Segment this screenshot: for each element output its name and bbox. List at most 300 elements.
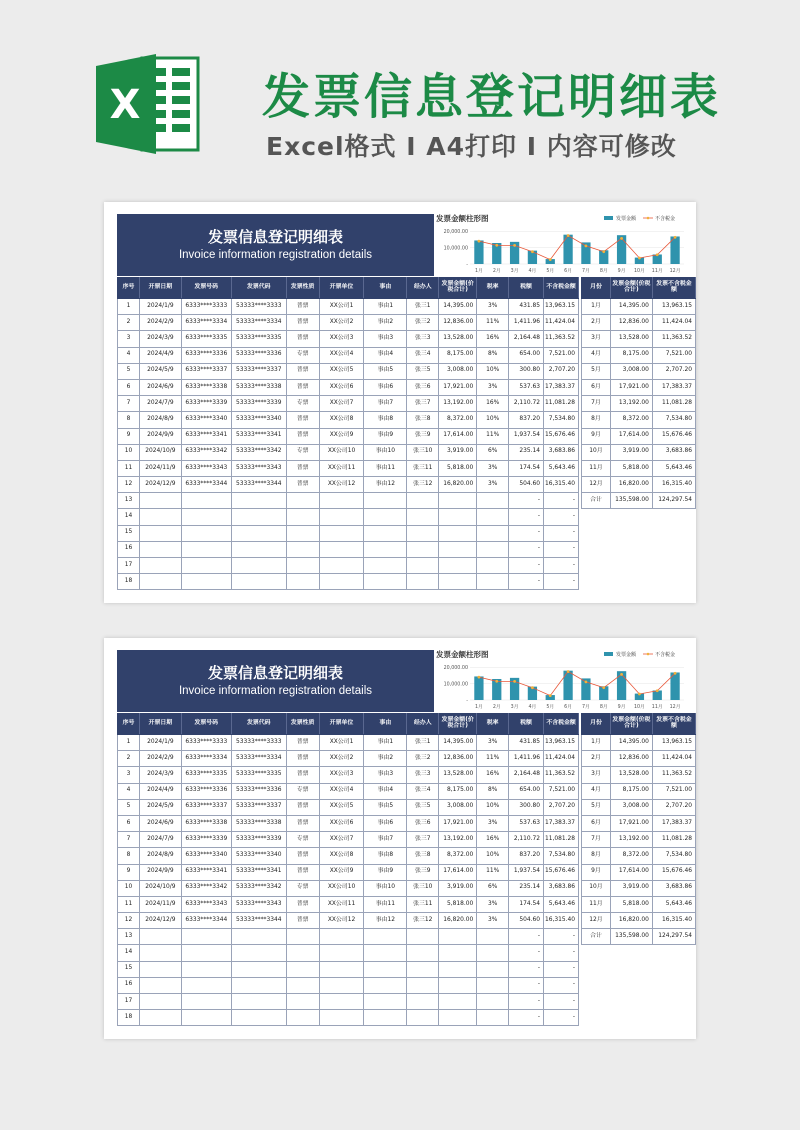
table-cell[interactable]: -: [544, 929, 579, 945]
monthly-summary-cell[interactable]: 13,528.00: [610, 331, 652, 347]
table-cell[interactable]: XX公司12: [319, 477, 364, 493]
table-cell[interactable]: 2024/3/9: [139, 767, 181, 783]
table-cell[interactable]: 17,383.37: [544, 379, 579, 395]
table-cell[interactable]: 张三12: [407, 477, 439, 493]
table-cell[interactable]: 张三3: [407, 331, 439, 347]
table-cell[interactable]: 专票: [286, 880, 319, 896]
table-cell[interactable]: -: [544, 977, 579, 993]
table-cell[interactable]: 6333****3337: [181, 799, 231, 815]
table-cell[interactable]: 4: [118, 783, 140, 799]
table-cell[interactable]: XX公司9: [319, 428, 364, 444]
table-cell[interactable]: 53333****3341: [231, 864, 286, 880]
table-cell[interactable]: 11,081.28: [544, 832, 579, 848]
table-cell[interactable]: 普票: [286, 751, 319, 767]
table-cell[interactable]: -: [509, 541, 544, 557]
table-cell[interactable]: [139, 961, 181, 977]
table-cell[interactable]: 13,963.15: [544, 735, 579, 751]
table-cell[interactable]: [286, 945, 319, 961]
table-cell[interactable]: 6333****3334: [181, 751, 231, 767]
table-cell[interactable]: 事由10: [364, 444, 407, 460]
table-cell[interactable]: [477, 961, 509, 977]
table-cell[interactable]: 53333****3334: [231, 315, 286, 331]
table-cell[interactable]: [139, 994, 181, 1010]
table-cell[interactable]: [407, 994, 439, 1010]
table-cell[interactable]: 10%: [477, 363, 509, 379]
table-cell[interactable]: [139, 929, 181, 945]
table-cell[interactable]: [364, 994, 407, 1010]
table-cell[interactable]: 6333****3341: [181, 864, 231, 880]
table-cell[interactable]: 普票: [286, 896, 319, 912]
table-cell[interactable]: [231, 541, 286, 557]
table-cell[interactable]: 1,937.54: [509, 864, 544, 880]
monthly-summary-cell[interactable]: 12月: [582, 913, 611, 929]
table-cell[interactable]: [477, 525, 509, 541]
table-cell[interactable]: 事由1: [364, 299, 407, 315]
monthly-summary-cell[interactable]: 11月: [582, 896, 611, 912]
table-cell[interactable]: 12,836.00: [439, 751, 477, 767]
table-cell[interactable]: 2024/10/9: [139, 444, 181, 460]
table-cell[interactable]: 6333****3336: [181, 347, 231, 363]
table-cell[interactable]: -: [509, 509, 544, 525]
table-cell[interactable]: 3%: [477, 815, 509, 831]
table-cell[interactable]: 8: [118, 412, 140, 428]
table-cell[interactable]: [439, 525, 477, 541]
table-cell[interactable]: 16%: [477, 767, 509, 783]
monthly-summary-cell[interactable]: 14,395.00: [610, 735, 652, 751]
monthly-summary-cell[interactable]: 16,820.00: [610, 913, 652, 929]
table-cell[interactable]: 12: [118, 477, 140, 493]
table-cell[interactable]: [286, 493, 319, 509]
table-cell[interactable]: [286, 525, 319, 541]
table-cell[interactable]: 普票: [286, 477, 319, 493]
table-cell[interactable]: 6333****3335: [181, 767, 231, 783]
monthly-summary-cell[interactable]: 11月: [582, 460, 611, 476]
table-cell[interactable]: XX公司5: [319, 363, 364, 379]
table-cell[interactable]: 3%: [477, 735, 509, 751]
monthly-summary-cell[interactable]: 11,424.04: [652, 315, 695, 331]
table-cell[interactable]: 2024/2/9: [139, 315, 181, 331]
monthly-summary-cell[interactable]: 3,008.00: [610, 363, 652, 379]
table-cell[interactable]: XX公司3: [319, 767, 364, 783]
table-cell[interactable]: 6333****3341: [181, 428, 231, 444]
monthly-summary-cell[interactable]: 5月: [582, 799, 611, 815]
table-cell[interactable]: 张三9: [407, 428, 439, 444]
table-cell[interactable]: [439, 945, 477, 961]
table-cell[interactable]: 11,424.04: [544, 751, 579, 767]
table-cell[interactable]: [439, 961, 477, 977]
table-cell[interactable]: 16: [118, 977, 140, 993]
table-cell[interactable]: 事由5: [364, 799, 407, 815]
table-cell[interactable]: [407, 929, 439, 945]
table-cell[interactable]: 普票: [286, 767, 319, 783]
table-cell[interactable]: [231, 961, 286, 977]
monthly-summary-cell[interactable]: 7月: [582, 832, 611, 848]
table-cell[interactable]: 2: [118, 751, 140, 767]
table-cell[interactable]: [477, 493, 509, 509]
table-cell[interactable]: 事由10: [364, 880, 407, 896]
monthly-summary-cell[interactable]: 9月: [582, 428, 611, 444]
table-cell[interactable]: 6333****3334: [181, 315, 231, 331]
table-cell[interactable]: [139, 525, 181, 541]
table-cell[interactable]: 3,683.86: [544, 880, 579, 896]
table-cell[interactable]: 事由8: [364, 848, 407, 864]
table-cell[interactable]: 53333****3343: [231, 896, 286, 912]
table-cell[interactable]: 张三7: [407, 832, 439, 848]
table-cell[interactable]: 张三1: [407, 735, 439, 751]
table-cell[interactable]: 事由4: [364, 347, 407, 363]
table-cell[interactable]: 13,192.00: [439, 832, 477, 848]
table-cell[interactable]: [364, 977, 407, 993]
monthly-summary-cell[interactable]: 8月: [582, 412, 611, 428]
monthly-summary-cell[interactable]: 124,297.54: [652, 493, 695, 509]
table-cell[interactable]: [319, 509, 364, 525]
monthly-summary-cell[interactable]: 8,175.00: [610, 347, 652, 363]
table-cell[interactable]: -: [509, 493, 544, 509]
table-cell[interactable]: 7,521.00: [544, 783, 579, 799]
table-cell[interactable]: 6333****3335: [181, 331, 231, 347]
table-cell[interactable]: 普票: [286, 815, 319, 831]
table-cell[interactable]: 13,528.00: [439, 767, 477, 783]
table-cell[interactable]: 事由11: [364, 460, 407, 476]
table-cell[interactable]: 174.54: [509, 896, 544, 912]
table-cell[interactable]: [286, 977, 319, 993]
table-cell[interactable]: 11%: [477, 751, 509, 767]
table-cell[interactable]: 10%: [477, 412, 509, 428]
monthly-summary-cell[interactable]: 2月: [582, 315, 611, 331]
table-cell[interactable]: 8: [118, 848, 140, 864]
table-cell[interactable]: 13,192.00: [439, 396, 477, 412]
table-cell[interactable]: 普票: [286, 299, 319, 315]
table-cell[interactable]: 6: [118, 379, 140, 395]
table-cell[interactable]: 专票: [286, 832, 319, 848]
table-cell[interactable]: 普票: [286, 799, 319, 815]
table-cell[interactable]: 6333****3333: [181, 735, 231, 751]
table-cell[interactable]: [319, 994, 364, 1010]
table-cell[interactable]: 普票: [286, 460, 319, 476]
table-cell[interactable]: 16,820.00: [439, 477, 477, 493]
table-cell[interactable]: -: [544, 945, 579, 961]
table-cell[interactable]: [231, 977, 286, 993]
table-cell[interactable]: [477, 929, 509, 945]
table-cell[interactable]: 14: [118, 945, 140, 961]
table-cell[interactable]: -: [509, 558, 544, 574]
table-cell[interactable]: 6333****3343: [181, 896, 231, 912]
table-cell[interactable]: 17,614.00: [439, 864, 477, 880]
table-cell[interactable]: 11,424.04: [544, 315, 579, 331]
table-cell[interactable]: [319, 493, 364, 509]
monthly-summary-cell[interactable]: 17,383.37: [652, 379, 695, 395]
table-cell[interactable]: -: [544, 525, 579, 541]
table-cell[interactable]: [286, 994, 319, 1010]
monthly-summary-cell[interactable]: 6月: [582, 379, 611, 395]
table-cell[interactable]: 15: [118, 961, 140, 977]
table-cell[interactable]: [181, 994, 231, 1010]
table-cell[interactable]: 53333****3339: [231, 832, 286, 848]
monthly-summary-cell[interactable]: 8,372.00: [610, 848, 652, 864]
table-cell[interactable]: 事由7: [364, 832, 407, 848]
table-cell[interactable]: 11%: [477, 864, 509, 880]
table-cell[interactable]: 6333****3344: [181, 477, 231, 493]
table-cell[interactable]: -: [509, 945, 544, 961]
table-cell[interactable]: 事由8: [364, 412, 407, 428]
table-cell[interactable]: [477, 994, 509, 1010]
table-cell[interactable]: 8%: [477, 347, 509, 363]
table-cell[interactable]: 普票: [286, 363, 319, 379]
table-cell[interactable]: [231, 994, 286, 1010]
table-cell[interactable]: 事由4: [364, 783, 407, 799]
table-cell[interactable]: 6333****3338: [181, 379, 231, 395]
table-cell[interactable]: 11,363.52: [544, 331, 579, 347]
table-cell[interactable]: 普票: [286, 331, 319, 347]
table-cell[interactable]: 事由2: [364, 315, 407, 331]
table-cell[interactable]: [407, 509, 439, 525]
table-cell[interactable]: 5,643.46: [544, 460, 579, 476]
table-cell[interactable]: [181, 977, 231, 993]
table-cell[interactable]: 专票: [286, 783, 319, 799]
monthly-summary-cell[interactable]: 6月: [582, 815, 611, 831]
table-cell[interactable]: 张三9: [407, 864, 439, 880]
table-cell[interactable]: [139, 509, 181, 525]
table-cell[interactable]: 5: [118, 363, 140, 379]
table-cell[interactable]: 6333****3336: [181, 783, 231, 799]
table-cell[interactable]: 53333****3338: [231, 815, 286, 831]
table-cell[interactable]: 16,315.40: [544, 477, 579, 493]
monthly-summary-cell[interactable]: 8,175.00: [610, 783, 652, 799]
table-cell[interactable]: 7,521.00: [544, 347, 579, 363]
table-cell[interactable]: 11: [118, 460, 140, 476]
table-cell[interactable]: 6: [118, 815, 140, 831]
table-cell[interactable]: [319, 1010, 364, 1026]
table-cell[interactable]: XX公司3: [319, 331, 364, 347]
table-cell[interactable]: 3%: [477, 379, 509, 395]
table-cell[interactable]: 专票: [286, 444, 319, 460]
monthly-summary-cell[interactable]: 16,820.00: [610, 477, 652, 493]
table-cell[interactable]: 16: [118, 541, 140, 557]
monthly-summary-cell[interactable]: 12,836.00: [610, 751, 652, 767]
table-cell[interactable]: 2024/6/9: [139, 815, 181, 831]
table-cell[interactable]: 14,395.00: [439, 299, 477, 315]
monthly-summary-cell[interactable]: 135,598.00: [610, 929, 652, 945]
monthly-summary-cell[interactable]: 2,707.20: [652, 799, 695, 815]
monthly-summary-cell[interactable]: 13,192.00: [610, 396, 652, 412]
table-cell[interactable]: [439, 929, 477, 945]
table-cell[interactable]: 504.60: [509, 913, 544, 929]
table-cell[interactable]: 6333****3342: [181, 880, 231, 896]
table-cell[interactable]: 17,921.00: [439, 815, 477, 831]
table-cell[interactable]: 1,411.96: [509, 751, 544, 767]
table-cell[interactable]: [439, 977, 477, 993]
table-cell[interactable]: 504.60: [509, 477, 544, 493]
table-cell[interactable]: 6333****3338: [181, 815, 231, 831]
table-cell[interactable]: 14,395.00: [439, 735, 477, 751]
table-cell[interactable]: 7: [118, 832, 140, 848]
table-cell[interactable]: [319, 574, 364, 590]
table-cell[interactable]: 7: [118, 396, 140, 412]
table-cell[interactable]: XX公司7: [319, 396, 364, 412]
table-cell[interactable]: [439, 558, 477, 574]
table-cell[interactable]: 2,164.48: [509, 331, 544, 347]
table-cell[interactable]: [181, 558, 231, 574]
table-cell[interactable]: 53333****3343: [231, 460, 286, 476]
table-cell[interactable]: -: [544, 1010, 579, 1026]
table-cell[interactable]: 11%: [477, 315, 509, 331]
table-cell[interactable]: [407, 574, 439, 590]
table-cell[interactable]: 3%: [477, 299, 509, 315]
table-cell[interactable]: 张三11: [407, 460, 439, 476]
table-cell[interactable]: 1: [118, 735, 140, 751]
table-cell[interactable]: [286, 929, 319, 945]
table-cell[interactable]: [231, 509, 286, 525]
table-cell[interactable]: 837.20: [509, 848, 544, 864]
table-cell[interactable]: 3%: [477, 477, 509, 493]
monthly-summary-cell[interactable]: 5,818.00: [610, 896, 652, 912]
table-cell[interactable]: 2,110.72: [509, 396, 544, 412]
table-cell[interactable]: [181, 493, 231, 509]
table-cell[interactable]: 12: [118, 913, 140, 929]
monthly-summary-cell[interactable]: 5,643.46: [652, 896, 695, 912]
monthly-summary-cell[interactable]: 17,614.00: [610, 864, 652, 880]
table-cell[interactable]: 15,676.46: [544, 428, 579, 444]
table-cell[interactable]: 431.85: [509, 735, 544, 751]
table-cell[interactable]: [139, 558, 181, 574]
table-cell[interactable]: 6333****3339: [181, 832, 231, 848]
table-cell[interactable]: 专票: [286, 396, 319, 412]
table-cell[interactable]: [407, 961, 439, 977]
table-cell[interactable]: [364, 929, 407, 945]
table-cell[interactable]: 6333****3340: [181, 412, 231, 428]
monthly-summary-cell[interactable]: 3,008.00: [610, 799, 652, 815]
table-cell[interactable]: [319, 961, 364, 977]
table-cell[interactable]: 2,707.20: [544, 799, 579, 815]
table-cell[interactable]: 8%: [477, 783, 509, 799]
table-cell[interactable]: 16%: [477, 832, 509, 848]
table-cell[interactable]: 张三12: [407, 913, 439, 929]
table-cell[interactable]: 654.00: [509, 347, 544, 363]
table-cell[interactable]: 16,315.40: [544, 913, 579, 929]
table-cell[interactable]: 事由7: [364, 396, 407, 412]
monthly-summary-cell[interactable]: 3,919.00: [610, 880, 652, 896]
table-cell[interactable]: 174.54: [509, 460, 544, 476]
monthly-summary-cell[interactable]: 1月: [582, 299, 611, 315]
table-cell[interactable]: 2024/1/9: [139, 735, 181, 751]
table-cell[interactable]: 6333****3333: [181, 299, 231, 315]
table-cell[interactable]: [139, 977, 181, 993]
table-cell[interactable]: [407, 1010, 439, 1026]
table-cell[interactable]: 事由2: [364, 751, 407, 767]
table-cell[interactable]: [439, 509, 477, 525]
monthly-summary-cell[interactable]: 7月: [582, 396, 611, 412]
table-cell[interactable]: 张三1: [407, 299, 439, 315]
table-cell[interactable]: 普票: [286, 412, 319, 428]
table-cell[interactable]: [364, 961, 407, 977]
table-cell[interactable]: [477, 509, 509, 525]
table-cell[interactable]: 53333****3339: [231, 396, 286, 412]
table-cell[interactable]: 11: [118, 896, 140, 912]
table-cell[interactable]: 11%: [477, 428, 509, 444]
monthly-summary-cell[interactable]: 12月: [582, 477, 611, 493]
table-cell[interactable]: 2024/8/9: [139, 848, 181, 864]
table-cell[interactable]: 2024/7/9: [139, 832, 181, 848]
monthly-summary-cell[interactable]: 5,818.00: [610, 460, 652, 476]
monthly-summary-cell[interactable]: 4月: [582, 783, 611, 799]
table-cell[interactable]: 张三3: [407, 767, 439, 783]
table-cell[interactable]: 普票: [286, 848, 319, 864]
table-cell[interactable]: XX公司10: [319, 880, 364, 896]
monthly-summary-cell[interactable]: 7,534.80: [652, 412, 695, 428]
monthly-summary-cell[interactable]: 2,707.20: [652, 363, 695, 379]
monthly-summary-cell[interactable]: 10月: [582, 444, 611, 460]
table-cell[interactable]: [364, 945, 407, 961]
table-cell[interactable]: 事由9: [364, 428, 407, 444]
table-cell[interactable]: 53333****3333: [231, 735, 286, 751]
table-cell[interactable]: 654.00: [509, 783, 544, 799]
table-cell[interactable]: -: [544, 961, 579, 977]
table-cell[interactable]: [439, 574, 477, 590]
monthly-summary-cell[interactable]: 11,363.52: [652, 331, 695, 347]
monthly-summary-cell[interactable]: 3,919.00: [610, 444, 652, 460]
table-cell[interactable]: 300.80: [509, 799, 544, 815]
monthly-summary-cell[interactable]: 17,921.00: [610, 379, 652, 395]
table-cell[interactable]: 2024/4/9: [139, 347, 181, 363]
table-cell[interactable]: 53333****3338: [231, 379, 286, 395]
table-cell[interactable]: 张三8: [407, 412, 439, 428]
table-cell[interactable]: [407, 525, 439, 541]
table-cell[interactable]: [364, 541, 407, 557]
table-cell[interactable]: 3,683.86: [544, 444, 579, 460]
table-cell[interactable]: -: [509, 1010, 544, 1026]
table-cell[interactable]: [286, 1010, 319, 1026]
monthly-summary-cell[interactable]: 12,836.00: [610, 315, 652, 331]
table-cell[interactable]: XX公司11: [319, 460, 364, 476]
table-cell[interactable]: 普票: [286, 428, 319, 444]
table-cell[interactable]: 235.14: [509, 880, 544, 896]
table-cell[interactable]: 2024/12/9: [139, 913, 181, 929]
table-cell[interactable]: 3%: [477, 460, 509, 476]
monthly-summary-cell[interactable]: 3月: [582, 767, 611, 783]
table-cell[interactable]: 2024/12/9: [139, 477, 181, 493]
table-cell[interactable]: 2024/9/9: [139, 428, 181, 444]
table-cell[interactable]: [407, 945, 439, 961]
table-cell[interactable]: 53333****3333: [231, 299, 286, 315]
table-cell[interactable]: 2024/3/9: [139, 331, 181, 347]
monthly-summary-cell[interactable]: 11,081.28: [652, 396, 695, 412]
table-cell[interactable]: XX公司6: [319, 815, 364, 831]
table-cell[interactable]: XX公司11: [319, 896, 364, 912]
monthly-summary-cell[interactable]: 5月: [582, 363, 611, 379]
table-cell[interactable]: 事由1: [364, 735, 407, 751]
monthly-summary-cell[interactable]: 13,192.00: [610, 832, 652, 848]
monthly-summary-cell[interactable]: 8月: [582, 848, 611, 864]
table-cell[interactable]: 7,534.80: [544, 412, 579, 428]
table-cell[interactable]: 张三10: [407, 880, 439, 896]
table-cell[interactable]: 张三11: [407, 896, 439, 912]
table-cell[interactable]: [407, 541, 439, 557]
monthly-summary-cell[interactable]: 15,676.46: [652, 428, 695, 444]
table-cell[interactable]: [407, 977, 439, 993]
table-cell[interactable]: 张三4: [407, 783, 439, 799]
table-cell[interactable]: 张三6: [407, 815, 439, 831]
table-cell[interactable]: 1,411.96: [509, 315, 544, 331]
table-cell[interactable]: 3,008.00: [439, 363, 477, 379]
table-cell[interactable]: XX公司1: [319, 735, 364, 751]
table-cell[interactable]: 235.14: [509, 444, 544, 460]
monthly-summary-cell[interactable]: 135,598.00: [610, 493, 652, 509]
table-cell[interactable]: [364, 1010, 407, 1026]
table-cell[interactable]: 普票: [286, 315, 319, 331]
table-cell[interactable]: 1: [118, 299, 140, 315]
monthly-summary-cell[interactable]: 合计: [582, 929, 611, 945]
table-cell[interactable]: 张三4: [407, 347, 439, 363]
